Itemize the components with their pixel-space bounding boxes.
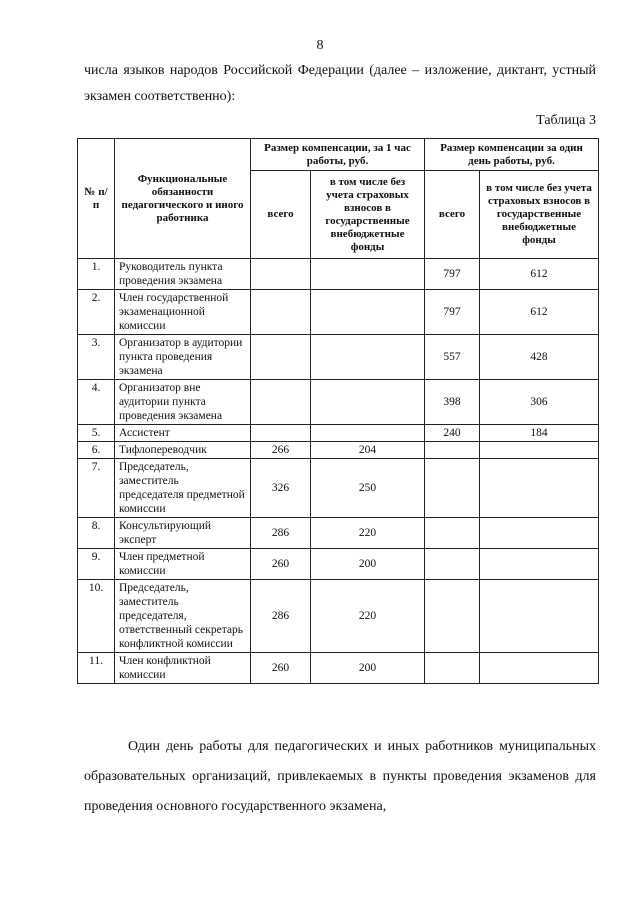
hourly-total-cell: 286 bbox=[251, 580, 311, 653]
row-number: 10. bbox=[78, 580, 115, 653]
header-num: № п/п bbox=[78, 139, 115, 259]
daily-incl-cell bbox=[480, 442, 599, 459]
hourly-incl-cell: 204 bbox=[311, 442, 425, 459]
daily-total-cell: 240 bbox=[425, 425, 480, 442]
daily-incl-cell bbox=[480, 580, 599, 653]
daily-total-cell: 557 bbox=[425, 335, 480, 380]
table-row bbox=[78, 425, 599, 442]
table-row bbox=[78, 518, 599, 549]
table-row bbox=[78, 580, 599, 653]
table-row bbox=[78, 380, 599, 425]
header-role: Функциональные обязанности педагогического и иного работника bbox=[115, 139, 251, 259]
row-role: Руководитель пункта проведения экзамена bbox=[115, 259, 251, 290]
daily-incl-cell bbox=[480, 518, 599, 549]
table-row bbox=[78, 335, 599, 380]
hourly-total-cell: 326 bbox=[251, 459, 311, 518]
hourly-total-cell bbox=[251, 425, 311, 442]
closing-paragraph bbox=[84, 732, 596, 822]
row-role: Член конфликтной комиссии bbox=[115, 653, 251, 684]
hourly-total-cell: 260 bbox=[251, 549, 311, 580]
hourly-total-cell bbox=[251, 290, 311, 335]
hourly-incl-cell: 200 bbox=[311, 549, 425, 580]
row-number: 9. bbox=[78, 549, 115, 580]
daily-total-cell: 398 bbox=[425, 380, 480, 425]
table-row bbox=[78, 653, 599, 684]
page-number: 8 bbox=[316, 38, 324, 53]
daily-incl-cell bbox=[480, 549, 599, 580]
daily-incl-cell: 612 bbox=[480, 290, 599, 335]
hourly-total-cell bbox=[251, 380, 311, 425]
daily-total-cell bbox=[425, 442, 480, 459]
compensation-table bbox=[77, 138, 599, 684]
daily-incl-cell: 428 bbox=[480, 335, 599, 380]
row-role: Консультирующий эксперт bbox=[115, 518, 251, 549]
table-label: Таблица 3 bbox=[536, 113, 596, 128]
hourly-incl-cell bbox=[311, 290, 425, 335]
row-number: 3. bbox=[78, 335, 115, 380]
intro-paragraph: числа языков народов Российской Федерации (далее – изложение, диктант, устный экзамен соответственно): bbox=[84, 63, 596, 104]
daily-total-cell bbox=[425, 518, 480, 549]
row-number: 7. bbox=[78, 459, 115, 518]
row-number: 6. bbox=[78, 442, 115, 459]
daily-total-cell bbox=[425, 580, 480, 653]
daily-incl-cell bbox=[480, 459, 599, 518]
row-role: Тифлопереводчик bbox=[115, 442, 251, 459]
daily-total-cell bbox=[425, 653, 480, 684]
header-hourly-total: всего bbox=[251, 171, 311, 259]
header-daily-group: Размер компенсации за один день работы, руб. bbox=[425, 139, 599, 171]
row-number: 5. bbox=[78, 425, 115, 442]
header-hourly-group: Размер компенсации, за 1 час работы, руб. bbox=[251, 139, 425, 171]
table-row bbox=[78, 259, 599, 290]
hourly-total-cell bbox=[251, 259, 311, 290]
daily-total-cell: 797 bbox=[425, 259, 480, 290]
hourly-incl-cell bbox=[311, 259, 425, 290]
row-role: Председатель, заместитель председателя предметной комиссии bbox=[115, 459, 251, 518]
table-row bbox=[78, 549, 599, 580]
hourly-incl-cell: 200 bbox=[311, 653, 425, 684]
row-number: 4. bbox=[78, 380, 115, 425]
hourly-total-cell: 266 bbox=[251, 442, 311, 459]
row-number: 11. bbox=[78, 653, 115, 684]
hourly-incl-cell: 220 bbox=[311, 580, 425, 653]
row-role: Член предметной комиссии bbox=[115, 549, 251, 580]
hourly-incl-cell bbox=[311, 425, 425, 442]
daily-incl-cell: 306 bbox=[480, 380, 599, 425]
hourly-incl-cell bbox=[311, 335, 425, 380]
table-row bbox=[78, 459, 599, 518]
daily-total-cell: 797 bbox=[425, 290, 480, 335]
header-daily-incl: в том числе без учета страховых взносов в государственные внебюджетные фонды bbox=[480, 171, 599, 259]
daily-incl-cell bbox=[480, 653, 599, 684]
hourly-total-cell bbox=[251, 335, 311, 380]
row-number: 8. bbox=[78, 518, 115, 549]
row-number: 1. bbox=[78, 259, 115, 290]
row-role: Председатель, заместитель председателя, ответственный секретарь конфликтной комиссии bbox=[115, 580, 251, 653]
row-number: 2. bbox=[78, 290, 115, 335]
row-role: Организатор в аудитории пункта проведения экзамена bbox=[115, 335, 251, 380]
hourly-total-cell: 260 bbox=[251, 653, 311, 684]
header-hourly-incl: в том числе без учета страховых взносов в государственные внебюджетные фонды bbox=[311, 171, 425, 259]
hourly-incl-cell: 250 bbox=[311, 459, 425, 518]
row-role: Ассистент bbox=[115, 425, 251, 442]
table-row bbox=[78, 290, 599, 335]
header-daily-total: всего bbox=[425, 171, 480, 259]
row-role: Организатор вне аудитории пункта проведения экзамена bbox=[115, 380, 251, 425]
daily-total-cell bbox=[425, 549, 480, 580]
daily-incl-cell: 612 bbox=[480, 259, 599, 290]
row-role: Член государственной экзаменационной комиссии bbox=[115, 290, 251, 335]
hourly-incl-cell: 220 bbox=[311, 518, 425, 549]
hourly-incl-cell bbox=[311, 380, 425, 425]
hourly-total-cell: 286 bbox=[251, 518, 311, 549]
table-row bbox=[78, 442, 599, 459]
daily-incl-cell: 184 bbox=[480, 425, 599, 442]
closing-text: Один день работы для педагогических и иных работников муниципальных образовательных организаций, привлекаемых в пункты проведения экзаменов для проведения основного государственного экзамена, bbox=[84, 739, 596, 814]
daily-total-cell bbox=[425, 459, 480, 518]
